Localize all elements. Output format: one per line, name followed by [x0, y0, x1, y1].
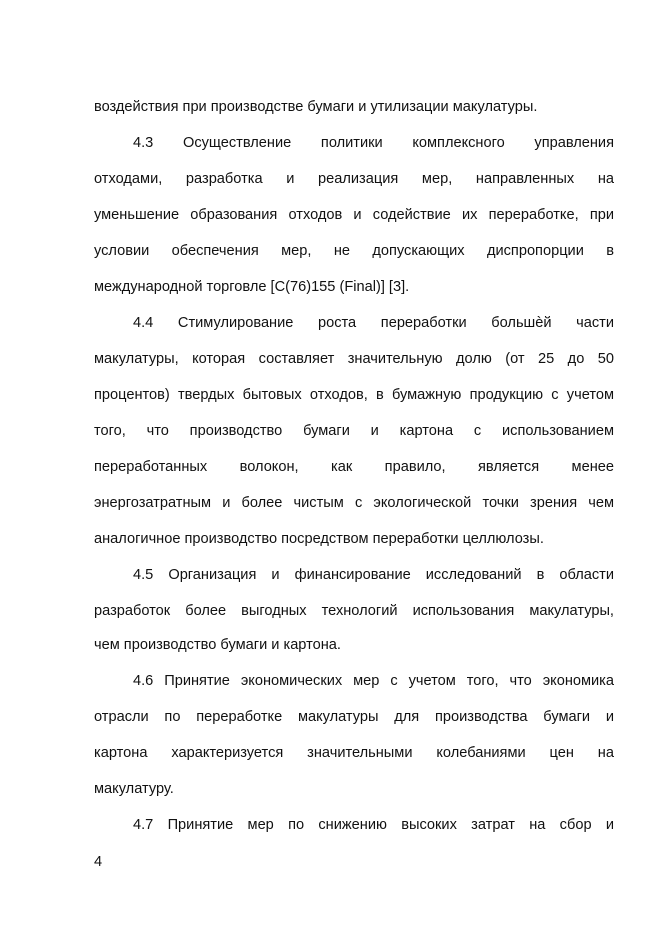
text-line: 4.3 Осуществление политики комплексного управления [133, 135, 614, 151]
text-line: воздействия при производстве бумаги и утилизации макулатуры. [94, 99, 538, 115]
text-line: 4.6 Принятие экономических мер с учетом того, что экономика [133, 673, 614, 689]
text-line: аналогичное производство посредством переработки целлюлозы. [94, 531, 544, 547]
text-line: 4.4 Стимулирование роста переработки большѐй части [133, 315, 614, 331]
text-line: отходами, разработка и реализация мер, направленных на [94, 171, 614, 187]
text-line: того, что производство бумаги и картона с использованием [94, 423, 614, 439]
text-line: разработок более выгодных технологий использования макулатуры, [94, 603, 614, 619]
text-line: 4.5 Организация и финансирование исследований в области [133, 567, 614, 583]
text-line: условии обеспечения мер, не допускающих диспропорции в [94, 243, 614, 259]
text-line: процентов) твердых бытовых отходов, в бумажную продукцию с учетом [94, 387, 614, 403]
text-line: картона характеризуется значительными колебаниями цен на [94, 745, 614, 761]
text-line: чем производство бумаги и картона. [94, 637, 341, 653]
text-line: международной торговле [С(76)155 (Final)] [3]. [94, 279, 410, 295]
page-number: 4 [94, 854, 103, 870]
text-line: энергозатратным и более чистым с экологической точки зрения чем [94, 495, 614, 511]
text-line: уменьшение образования отходов и содействие их переработке, при [94, 207, 614, 223]
text-line: макулатуру. [94, 781, 174, 797]
text-line: 4.7 Принятие мер по снижению высоких затрат на сбор и [133, 817, 614, 833]
text-line: переработанных волокон, как правило, является менее [94, 459, 614, 475]
text-line: макулатуры, которая составляет значительную долю (от 25 до 50 [94, 351, 614, 367]
text-line: отрасли по переработке макулатуры для производства бумаги и [94, 709, 614, 725]
